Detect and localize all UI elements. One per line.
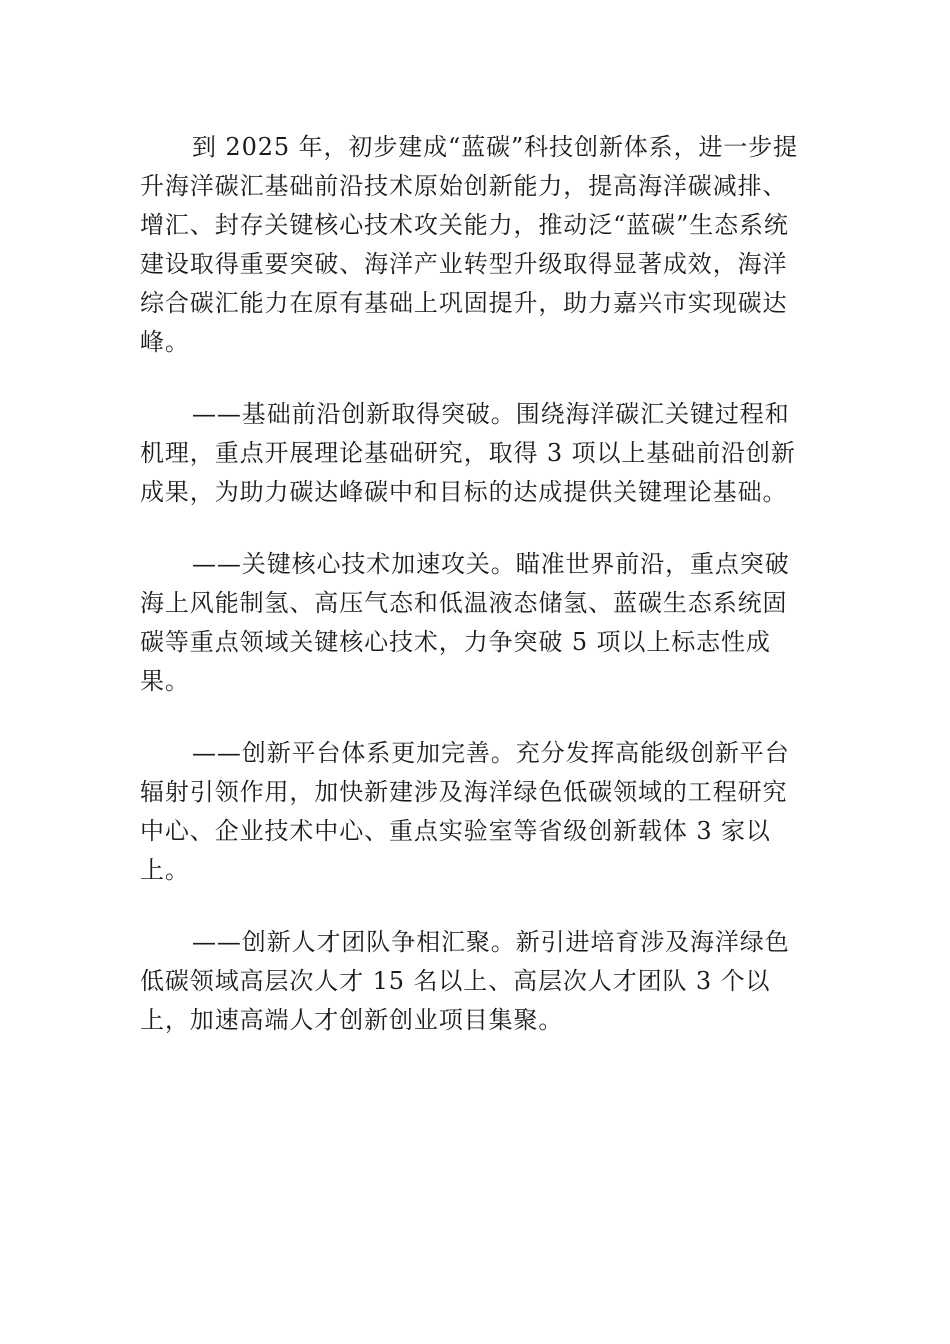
paragraph-key-technology: ——关键核心技术加速攻关。瞄准世界前沿，重点突破海上风能制氢、高压气态和低温液态储氢、蓝碳生态系统固碳等重点领域关键核心技术，力争突破 5 项以上标志性成果。 [140, 550, 790, 695]
paragraph-goal-2025: 到 2025 年，初步建成“蓝碳”科技创新体系，进一步提升海洋碳汇基础前沿技术原始创新能力，提高海洋碳减排、增汇、封存关键核心技术攻关能力，推动泛“蓝碳”生态系统建设取得重要突破、海洋产业转型升级取得显著成效，海洋综合碳汇能力在原有基础上巩固提升，助力嘉兴市实现碳达峰。 [140, 133, 799, 356]
paragraph-basic-frontier: ——基础前沿创新取得突破。围绕海洋碳汇关键过程和机理，重点开展理论基础研究，取得 3 项以上基础前沿创新成果，为助力碳达峰碳中和目标的达成提供关键理论基础。 [140, 400, 796, 506]
paragraph-talent-team: ——创新人才团队争相汇聚。新引进培育涉及海洋绿色低碳领域高层次人才 15 名以上、高层次人才团队 3 个以上，加速高端人才创新创业项目集聚。 [140, 928, 790, 1034]
paragraph-innovation-platform: ——创新平台体系更加完善。充分发挥高能级创新平台辐射引领作用，加快新建涉及海洋绿色低碳领域的工程研究中心、企业技术中心、重点实验室等省级创新载体 3 家以上。 [140, 739, 790, 884]
document-body [140, 128, 810, 1040]
